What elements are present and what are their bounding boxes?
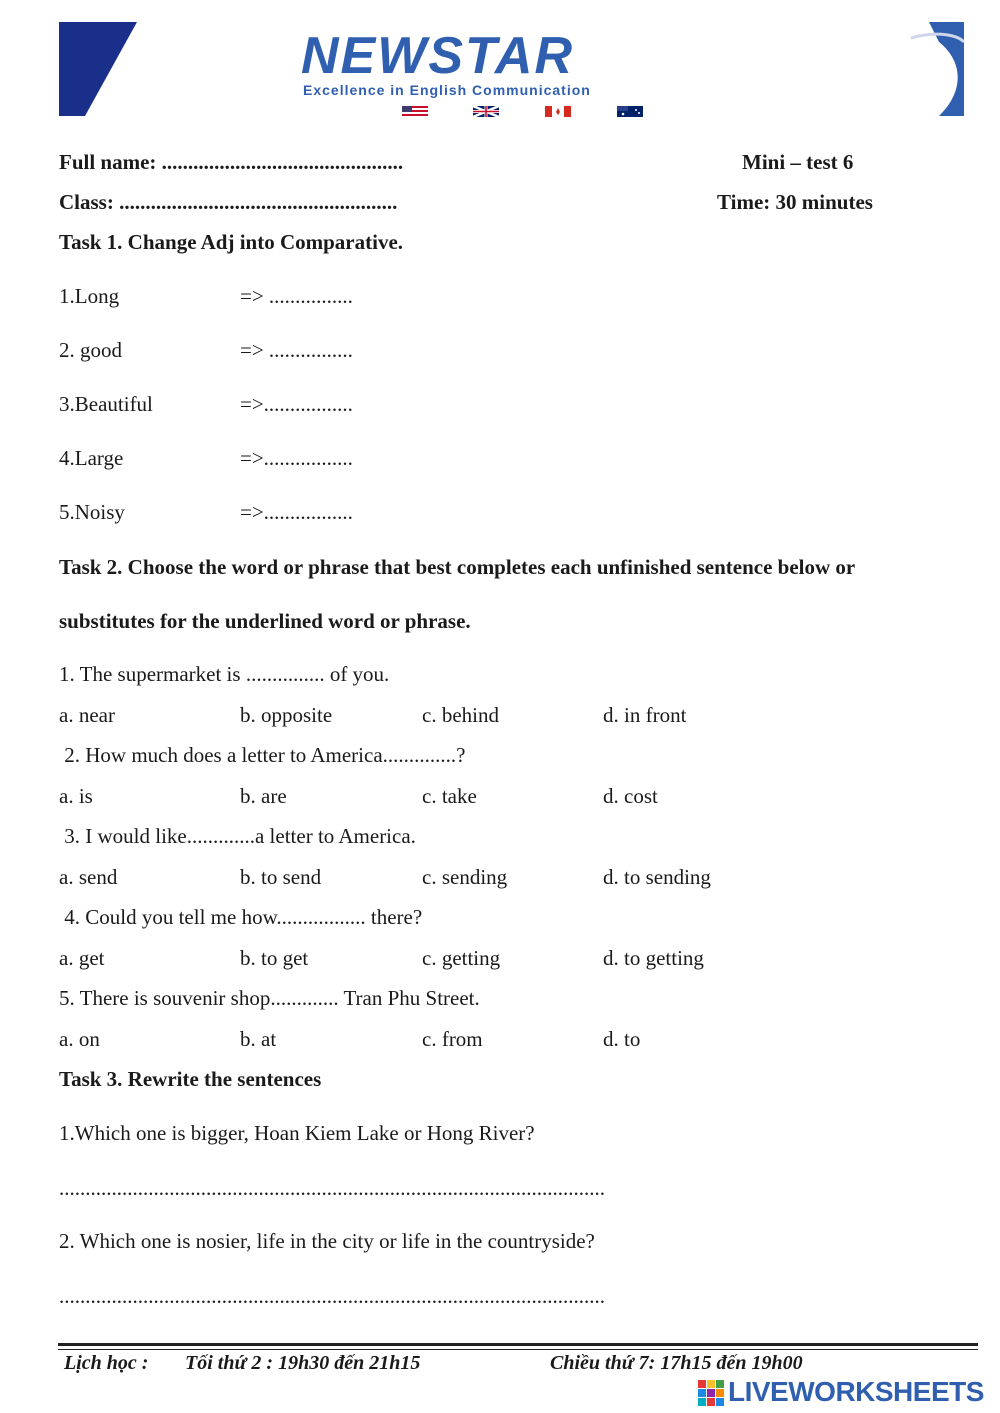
task1-item-word: 1.Long — [59, 284, 120, 308]
task2-question: 3. I would like.............a letter to America. — [59, 824, 416, 848]
task2-question: 1. The supermarket is ............... of you. — [59, 662, 390, 686]
liveworksheets-watermark: LIVEWORKSHEETS — [728, 1376, 984, 1407]
task2-question: 4. Could you tell me how................. there? — [59, 905, 423, 929]
task2-option[interactable]: a. get — [59, 946, 105, 970]
task1-item-word: 2. good — [59, 338, 122, 362]
time-limit: Time: 30 minutes — [717, 190, 873, 214]
task1-title: Task 1. Change Adj into Comparative. — [59, 230, 404, 254]
liveworksheets-logo-icon — [698, 1378, 724, 1408]
task2-option[interactable]: c. take — [422, 784, 477, 808]
task2-option[interactable]: a. send — [59, 865, 118, 889]
logo-text: NEWSTAR — [301, 27, 575, 85]
task2-question: 2. How much does a letter to America..............? — [59, 743, 466, 767]
task1-item-blank[interactable]: =>................. — [240, 446, 353, 470]
task1-item-blank[interactable]: => ................ — [240, 338, 353, 362]
full-name-field[interactable]: Full name: .............................................. — [59, 150, 404, 174]
task3-answer-line[interactable]: ........................................................................................................ — [59, 1284, 605, 1308]
task2-option[interactable]: b. are — [240, 784, 287, 808]
schedule-weekday: Tối thứ 2 : 19h30 đến 21h15 — [185, 1352, 421, 1374]
task2-option[interactable]: d. cost — [603, 784, 658, 808]
schedule-weekend: Chiều thứ 7: 17h15 đến 19h00 — [550, 1352, 803, 1374]
task3-answer-line[interactable]: ........................................................................................................ — [59, 1176, 605, 1200]
task2-option[interactable]: d. to sending — [603, 865, 711, 889]
header-banner — [59, 22, 964, 116]
tagline: Excellence in English Communication — [303, 82, 591, 98]
task2-option[interactable]: d. to getting — [603, 946, 704, 970]
task2-option[interactable]: b. opposite — [240, 703, 333, 727]
task2-title-line2: substitutes for the underlined word or phrase. — [59, 609, 471, 633]
task1-item-blank[interactable]: =>................. — [240, 392, 353, 416]
test-title: Mini – test 6 — [742, 150, 854, 174]
task3-question: 1.Which one is bigger, Hoan Kiem Lake or Hong River? — [59, 1121, 535, 1145]
task2-option[interactable]: b. to get — [240, 946, 309, 970]
task1-item-blank[interactable]: =>................. — [240, 500, 353, 524]
task1-item-word: 3.Beautiful — [59, 392, 153, 416]
task2-option[interactable]: d. in front — [603, 703, 687, 727]
canada-flag-icon — [545, 106, 571, 117]
uk-flag-icon — [473, 106, 499, 117]
task2-question: 5. There is souvenir shop............. Tran Phu Street. — [59, 986, 480, 1010]
usa-flag-icon — [402, 106, 428, 117]
task2-option[interactable]: a. is — [59, 784, 93, 808]
class-field[interactable]: Class: ..................................................... — [59, 190, 398, 214]
task1-item-word: 5.Noisy — [59, 500, 125, 524]
task2-option[interactable]: c. getting — [422, 946, 501, 970]
task1-item-blank[interactable]: => ................ — [240, 284, 353, 308]
task3-title: Task 3. Rewrite the sentences — [59, 1067, 322, 1091]
task2-option[interactable]: d. to — [603, 1027, 641, 1051]
task1-item-word: 4.Large — [59, 446, 124, 470]
australia-flag-icon — [617, 106, 643, 117]
task2-option[interactable]: b. at — [240, 1027, 277, 1051]
footer-divider — [58, 1343, 978, 1346]
task2-option[interactable]: a. near — [59, 703, 115, 727]
task2-option[interactable]: a. on — [59, 1027, 100, 1051]
schedule-label: Lịch học : — [64, 1352, 149, 1374]
footer-divider-thin — [58, 1349, 978, 1350]
task2-option[interactable]: c. from — [422, 1027, 483, 1051]
task2-option[interactable]: c. sending — [422, 865, 508, 889]
task2-option[interactable]: b. to send — [240, 865, 322, 889]
task2-title-line1: Task 2. Choose the word or phrase that best completes each unfinished sentence below or — [59, 555, 856, 579]
task3-question: 2. Which one is nosier, life in the city or life in the countryside? — [59, 1229, 595, 1253]
task2-option[interactable]: c. behind — [422, 703, 499, 727]
